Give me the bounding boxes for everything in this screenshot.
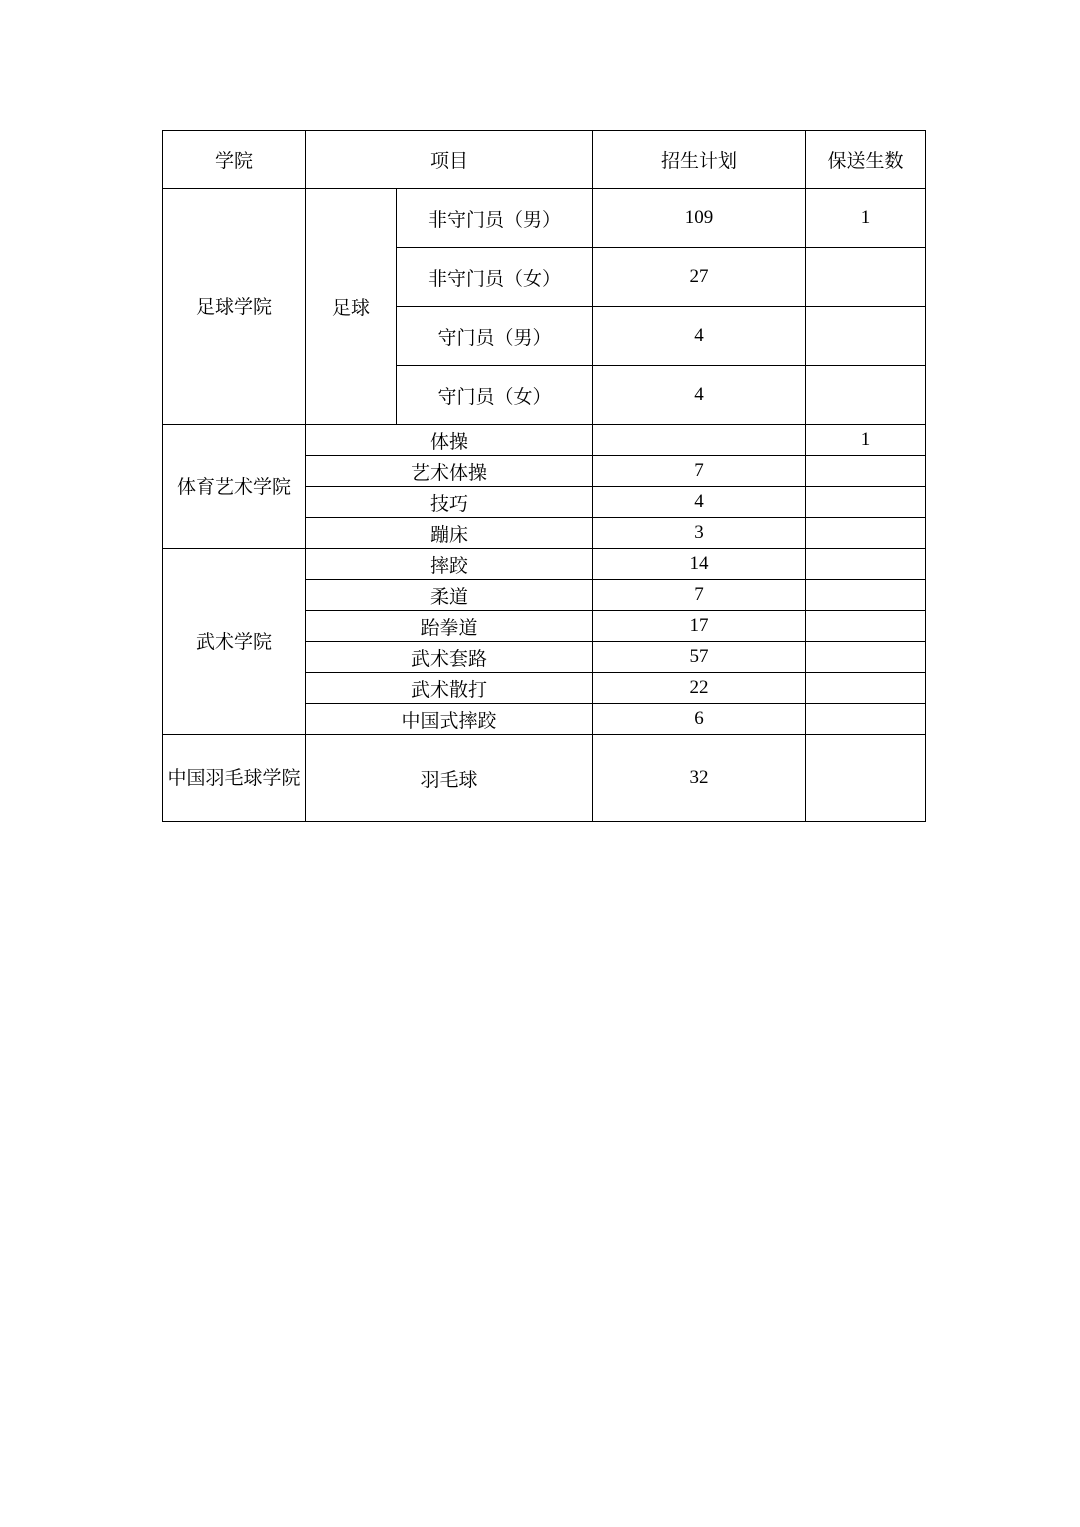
item-plan: 4 <box>593 366 806 425</box>
item-name: 守门员（男） <box>397 307 593 366</box>
table-row <box>163 735 926 822</box>
item-plan: 3 <box>593 518 806 549</box>
item-name: 守门员（女） <box>397 366 593 425</box>
header-college: 学院 <box>163 131 306 189</box>
header-recommended: 保送生数 <box>806 131 926 189</box>
item-recommended <box>806 456 926 487</box>
item-name: 武术套路 <box>306 642 593 673</box>
item-recommended <box>806 248 926 307</box>
item-recommended <box>806 549 926 580</box>
item-recommended <box>806 366 926 425</box>
item-name: 非守门员（女） <box>397 248 593 307</box>
item-recommended <box>806 580 926 611</box>
item-plan: 32 <box>593 735 806 822</box>
item-recommended <box>806 518 926 549</box>
item-name: 跆拳道 <box>306 611 593 642</box>
item-name: 体操 <box>306 425 593 456</box>
item-recommended <box>806 611 926 642</box>
item-recommended <box>806 704 926 735</box>
item-recommended <box>806 307 926 366</box>
college-football: 足球学院 <box>163 189 306 425</box>
item-recommended: 1 <box>806 189 926 248</box>
item-name: 技巧 <box>306 487 593 518</box>
item-name: 羽毛球 <box>306 735 593 822</box>
item-name: 艺术体操 <box>306 456 593 487</box>
header-item: 项目 <box>306 131 593 189</box>
item-plan: 17 <box>593 611 806 642</box>
item-recommended <box>806 673 926 704</box>
table-row <box>163 425 926 456</box>
item-plan: 22 <box>593 673 806 704</box>
item-plan <box>593 425 806 456</box>
table-header-row <box>163 131 926 189</box>
item-plan: 57 <box>593 642 806 673</box>
item-plan: 6 <box>593 704 806 735</box>
item-name: 非守门员（男） <box>397 189 593 248</box>
item-recommended <box>806 642 926 673</box>
item-plan: 7 <box>593 456 806 487</box>
college-wushu: 武术学院 <box>163 549 306 735</box>
item-name: 摔跤 <box>306 549 593 580</box>
item-plan: 4 <box>593 487 806 518</box>
enrollment-plan-table <box>162 130 926 822</box>
table-row <box>163 189 926 248</box>
item-plan: 4 <box>593 307 806 366</box>
item-recommended: 1 <box>806 425 926 456</box>
item-plan: 109 <box>593 189 806 248</box>
sport-football: 足球 <box>306 189 397 425</box>
item-plan: 14 <box>593 549 806 580</box>
item-recommended <box>806 487 926 518</box>
header-plan: 招生计划 <box>593 131 806 189</box>
item-name: 中国式摔跤 <box>306 704 593 735</box>
item-name: 蹦床 <box>306 518 593 549</box>
college-arts: 体育艺术学院 <box>163 425 306 549</box>
college-badminton: 中国羽毛球学院 <box>163 735 306 822</box>
item-recommended <box>806 735 926 822</box>
item-plan: 27 <box>593 248 806 307</box>
table-row <box>163 549 926 580</box>
item-name: 柔道 <box>306 580 593 611</box>
item-name: 武术散打 <box>306 673 593 704</box>
item-plan: 7 <box>593 580 806 611</box>
